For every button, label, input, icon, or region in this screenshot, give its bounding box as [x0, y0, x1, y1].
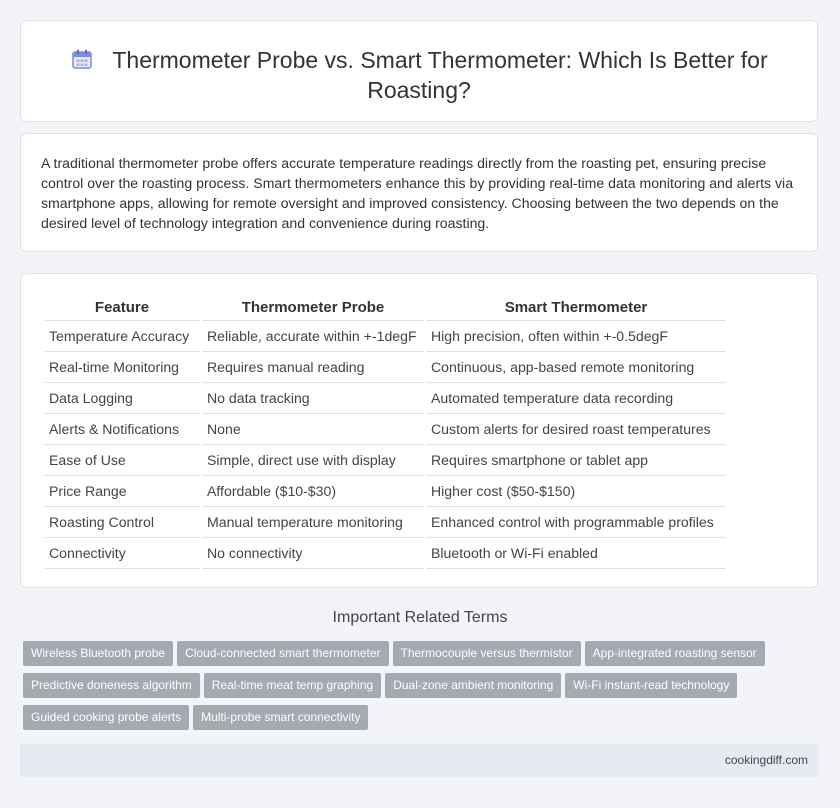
related-term-tag[interactable]: App-integrated roasting sensor	[585, 641, 765, 666]
footer-site-link[interactable]: cookingdiff.com	[724, 753, 808, 767]
feature-cell: Connectivity	[44, 538, 200, 569]
probe-cell: Requires manual reading	[202, 352, 424, 383]
table-row	[44, 445, 726, 476]
related-term-tag[interactable]: Multi-probe smart connectivity	[193, 705, 368, 730]
table-header-row	[44, 294, 726, 321]
probe-cell: Manual temperature monitoring	[202, 507, 424, 538]
related-term-tag[interactable]: Dual-zone ambient monitoring	[385, 673, 561, 698]
comparison-card	[20, 273, 818, 588]
table-row	[44, 538, 726, 569]
table-row	[44, 476, 726, 507]
table-row	[44, 352, 726, 383]
related-term-tag[interactable]: Wireless Bluetooth probe	[23, 641, 173, 666]
related-terms-heading: Important Related Terms	[332, 609, 508, 626]
related-term-tag[interactable]: Cloud-connected smart thermometer	[177, 641, 388, 666]
smart-cell: Enhanced control with programmable profiles	[426, 507, 726, 538]
related-term-tag[interactable]: Thermocouple versus thermistor	[393, 641, 581, 666]
header-thermometer-probe: Thermometer Probe	[202, 294, 424, 321]
title-card	[20, 20, 818, 122]
feature-cell: Price Range	[44, 476, 200, 507]
feature-cell: Roasting Control	[44, 507, 200, 538]
smart-cell: Custom alerts for desired roast temperatures	[426, 414, 726, 445]
feature-cell: Temperature Accuracy	[44, 321, 200, 352]
table-row	[44, 321, 726, 352]
related-term-tag[interactable]: Real-time meat temp graphing	[204, 673, 381, 698]
probe-cell: None	[202, 414, 424, 445]
feature-cell: Alerts & Notifications	[44, 414, 200, 445]
related-term-tag[interactable]: Guided cooking probe alerts	[23, 705, 189, 730]
page-title-text: Thermometer Probe vs. Smart Thermometer: Which Is Better for Roasting?	[112, 47, 768, 103]
probe-cell: Simple, direct use with display	[202, 445, 424, 476]
comparison-table	[42, 294, 728, 569]
table-row	[44, 507, 726, 538]
probe-cell: Affordable ($10-$30)	[202, 476, 424, 507]
related-term-tag[interactable]: Predictive doneness algorithm	[23, 673, 200, 698]
intro-paragraph: A traditional thermometer probe offers accurate temperature readings directly from the roasting pet, ensuring precise control over the roasting process. Smart thermometers enhance this by providing real-time data monitoring and alerts via smartphone apps, allowing for remote oversight and improved consistency. Choosing between the two depends on the desired level of technology integration and convenience during roasting.	[41, 155, 794, 231]
probe-cell: No data tracking	[202, 383, 424, 414]
page-title	[21, 45, 817, 105]
table-row	[44, 414, 726, 445]
header-smart-thermometer: Smart Thermometer	[426, 294, 726, 321]
footer	[20, 744, 818, 777]
feature-cell: Ease of Use	[44, 445, 200, 476]
smart-cell: Requires smartphone or tablet app	[426, 445, 726, 476]
related-terms-list	[23, 641, 813, 737]
smart-cell: Bluetooth or Wi-Fi enabled	[426, 538, 726, 569]
feature-cell: Data Logging	[44, 383, 200, 414]
intro-card	[20, 133, 818, 252]
probe-cell: No connectivity	[202, 538, 424, 569]
smart-cell: Higher cost ($50-$150)	[426, 476, 726, 507]
probe-cell: Reliable, accurate within +-1degF	[202, 321, 424, 352]
calendar-icon	[70, 47, 94, 71]
related-term-tag[interactable]: Wi-Fi instant-read technology	[565, 673, 737, 698]
feature-cell: Real-time Monitoring	[44, 352, 200, 383]
header-feature: Feature	[44, 294, 200, 321]
smart-cell: Automated temperature data recording	[426, 383, 726, 414]
smart-cell: High precision, often within +-0.5degF	[426, 321, 726, 352]
smart-cell: Continuous, app-based remote monitoring	[426, 352, 726, 383]
table-row	[44, 383, 726, 414]
